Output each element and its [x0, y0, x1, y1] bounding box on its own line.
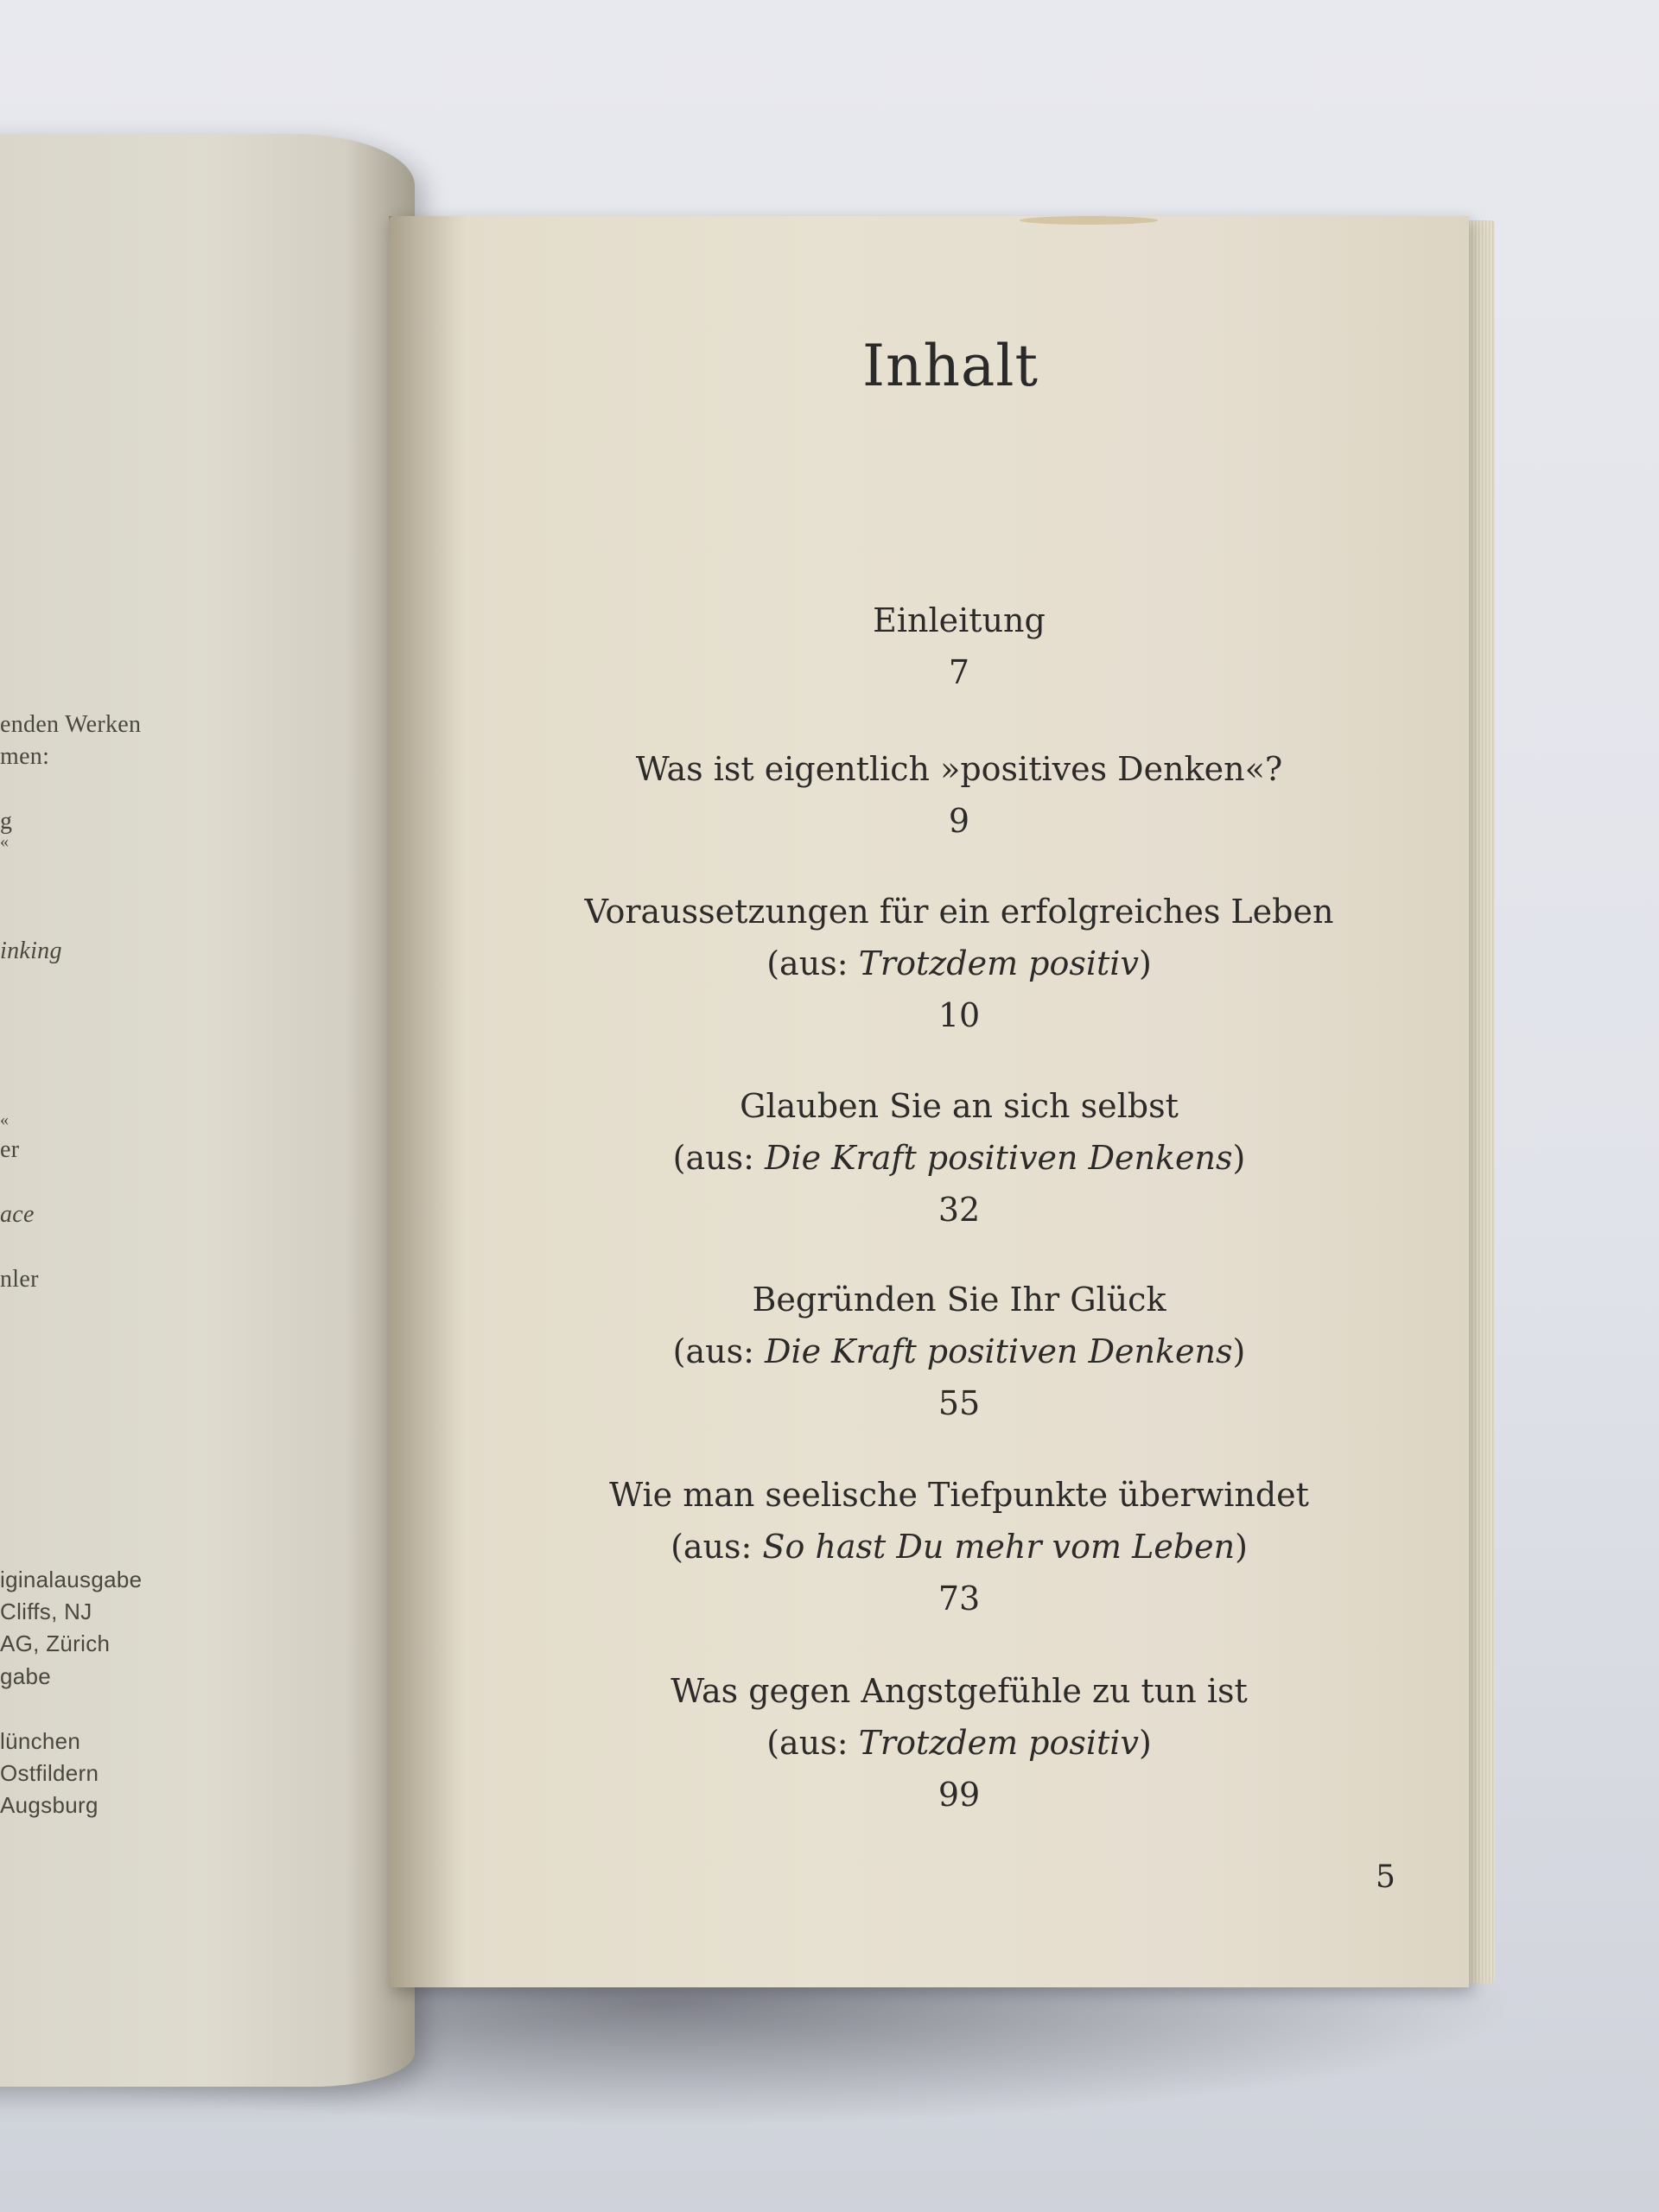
left-page-line: Ostfildern [0, 1760, 99, 1786]
toc-entry-source-title: Die Kraft positiven Denkens [764, 1139, 1233, 1177]
toc-entry-title: Voraussetzungen für ein erfolgreiches Leben [584, 893, 1334, 931]
left-page-line: inking [0, 938, 62, 964]
toc-entry-source-title: So hast Du mehr vom Leben [762, 1528, 1236, 1566]
toc-entry [562, 594, 1357, 698]
paper-stain [1020, 216, 1158, 225]
toc-entry-page: 55 [938, 1384, 981, 1422]
toc-entry-source-title: Trotzdem positiv [858, 944, 1139, 982]
toc-entry-source: (aus: Die Kraft positiven Denkens) [672, 1332, 1246, 1370]
left-page-line: nler [0, 1266, 39, 1293]
toc-entry-title: Glauben Sie an sich selbst [740, 1087, 1179, 1125]
toc-entry [562, 743, 1357, 847]
toc-entry-title: Was gegen Angstgefühle zu tun ist [671, 1672, 1248, 1710]
toc-entry-source: (aus: Trotzdem positiv) [766, 944, 1152, 982]
toc-entry-page: 7 [948, 653, 970, 691]
toc-entry [562, 886, 1357, 1041]
toc-title: Inhalt [861, 333, 1039, 399]
left-page-line: iginalausgabe [0, 1567, 143, 1592]
toc-entry-title: Einleitung [873, 601, 1046, 639]
left-page-line: « [0, 1110, 10, 1129]
left-page-line: men: [0, 743, 50, 770]
toc-entry-title: Wie man seelische Tiefpunkte überwindet [609, 1476, 1309, 1514]
left-page-line: lünchen [0, 1728, 81, 1754]
toc-entry [562, 1080, 1357, 1236]
left-page-line: enden Werken [0, 711, 142, 738]
left-page-line: g [0, 808, 13, 835]
toc-entry-source: (aus: Trotzdem positiv) [766, 1724, 1152, 1762]
toc-entry-source-title: Trotzdem positiv [858, 1724, 1139, 1762]
left-page-line: ace [0, 1201, 35, 1228]
left-page [0, 134, 415, 2087]
toc-entry-page: 99 [938, 1776, 981, 1814]
page-number: 5 [1376, 1859, 1395, 1895]
left-page-line: Augsburg [0, 1792, 99, 1818]
left-page-line: er [0, 1136, 20, 1163]
left-page-line: Cliffs, NJ [0, 1599, 92, 1624]
toc-entry [562, 1469, 1357, 1624]
toc-entry-source-title: Die Kraft positiven Denkens [764, 1332, 1233, 1370]
toc-entry-title: Was ist eigentlich »positives Denken«? [635, 750, 1283, 788]
left-page-line: AG, Zürich [0, 1630, 111, 1656]
toc-entry-source: (aus: Die Kraft positiven Denkens) [672, 1139, 1246, 1177]
toc-entry-source: (aus: So hast Du mehr vom Leben) [671, 1528, 1248, 1566]
toc-entry-title: Begründen Sie Ihr Glück [752, 1281, 1166, 1319]
toc-entry [562, 1665, 1357, 1821]
toc-entry-page: 32 [938, 1191, 981, 1229]
toc-entry-page: 10 [938, 996, 981, 1034]
toc-entry-page: 73 [938, 1580, 981, 1618]
toc-entry-page: 9 [948, 802, 970, 840]
left-page-line: gabe [0, 1663, 52, 1689]
toc-entry [562, 1274, 1357, 1429]
left-page-line: « [0, 832, 10, 851]
